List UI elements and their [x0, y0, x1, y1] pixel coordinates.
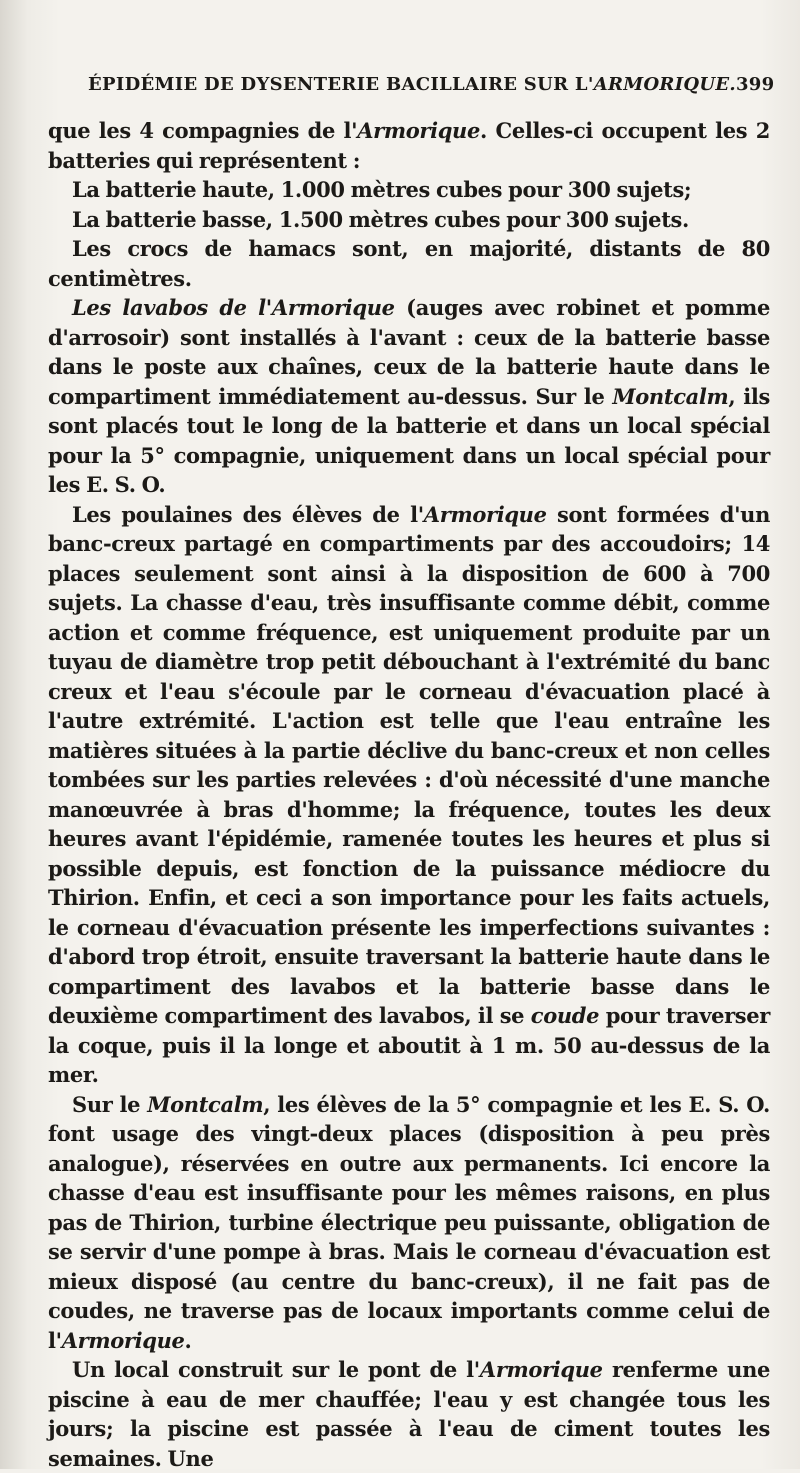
ship-name: Montcalm [147, 1091, 264, 1117]
paragraph-3: La batterie basse, 1.500 mètres cubes pour 300 sujets. [72, 206, 689, 232]
running-title-text: ÉPIDÉMIE DE DYSENTERIE BACILLAIRE SUR L' [88, 74, 594, 95]
running-title [88, 74, 736, 95]
page-number: 399 [735, 74, 775, 95]
text-run: sont formées d'un banc-creux partagé en compartiments par des accoudoirs; 14 places seulement sont ainsi à la disposition de 600 à 700 sujets. La chasse d'eau, très insuffisante comme débit, comme action et comme fréquence, est uniquement produite par un tuyau de diamètre trop petit débouchant à l'extrémité du banc creux et l'eau s'écoule par le corneau d'évacuation placé à l'autre extrémité. L'action est telle que l'eau entraîne les matières situées à la partie déclive du banc-creux et non celles tombées sur les parties relevées : d'où nécessité d'une manche manœuvrée à bras d'homme; la fréquence, toutes les deux heures avant l'épidémie, ramenée toutes les heures et plus si possible depuis, est fonction de la puissance médiocre du Thirion. Enfin, et ceci a son importance pour les faits actuels, le corneau d'évacuation présente les imperfections suivantes : d'abord trop étroit, ensuite traversant la batterie haute dans le compartiment des lavabos et la batterie basse dans le deuxième compartiment des lavabos, il se [48, 501, 770, 1028]
running-title-ship: ARMORIQUE. [593, 74, 736, 95]
ship-name: Armorique [479, 1357, 603, 1382]
paragraph-1 [48, 116, 770, 175]
text-run: , les élèves de la 5° compagnie et les E. S. O. font usage des vingt-deux places (disposition à peu près analogue), réservées en outre aux permanents. Ici encore la chasse d'eau est insuffisante pour les mêmes raisons, en plus pas de Thirion, turbine électrique peu puissante, obligation de se servir d'une pompe à bras. Mais le corneau d'évacuation est mieux disposé (au centre du banc-creux), il ne fait pas de coudes, ne traverse pas de locaux importants comme celui de l' [48, 1091, 770, 1353]
text-run: , ils sont placés tout le long de la batterie et dans un local spécial pour la 5° compagnie, uniquement dans un local spécial pour les E. S. O. [48, 383, 770, 497]
lavabos-heading: Les lavabos de l'Armorique [72, 295, 395, 320]
running-header [88, 74, 775, 95]
text-run: . Celles-ci occupent les 2 batteries qui représentent : [48, 118, 770, 173]
paragraph-5 [48, 293, 770, 500]
text-run: Les poulaines des élèves de l' [72, 501, 424, 527]
ship-name: Montcalm [612, 383, 729, 409]
text-run: renferme une piscine à eau de mer chauffée; l'eau y est changée tous les jours; la piscine est passée à l'eau de ciment toutes les semaines. Une [48, 1357, 770, 1471]
emphasis-word: coude [530, 1003, 600, 1028]
paragraph-7 [48, 1090, 770, 1356]
paragraph-2: La batterie haute, 1.000 mètres cubes pour 300 sujets; [72, 177, 692, 202]
ship-name: Armorique [357, 118, 480, 143]
body-text [48, 116, 770, 1473]
text-run: que les 4 compagnies de l' [48, 118, 358, 143]
text-run: Un local construit sur le pont de l' [72, 1357, 480, 1382]
text-run: (auges avec robinet et pomme d'arrosoir) sont installés à l'avant : ceux de la batterie basse dans le poste aux chaînes, ceux de la batterie haute dans le compartiment immédiatement au-dessus. Sur le [48, 295, 770, 409]
ship-name: Armorique [61, 1327, 185, 1353]
text-run: Sur le [72, 1091, 148, 1117]
paragraph-8 [48, 1355, 770, 1473]
text-run: . [184, 1327, 192, 1353]
text-run: pour traverser la coque, puis il la longe et aboutit à 1 m. 50 au-dessus de la mer. [48, 1003, 771, 1087]
paragraph-4: Les crocs de hamacs sont, en majorité, distants de 80 centimètres. [48, 236, 770, 291]
ship-name: Armorique [423, 501, 547, 527]
paragraph-6 [48, 500, 770, 1090]
